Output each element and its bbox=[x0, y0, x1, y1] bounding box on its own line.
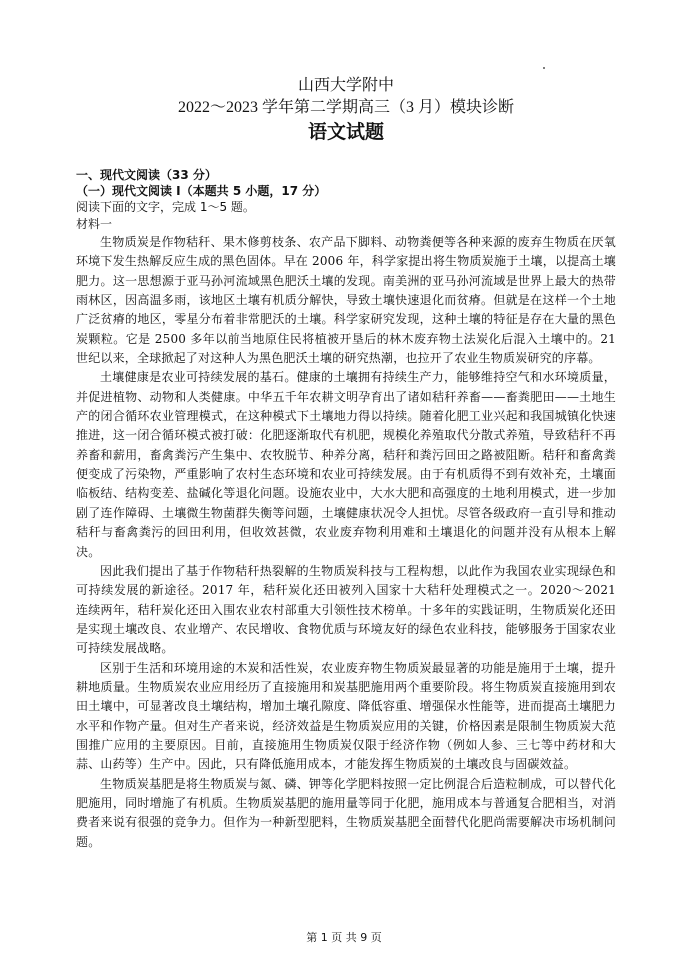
school-name: 山西大学附中 bbox=[297, 77, 394, 94]
paragraph: 因此我们提出了基于作物秸秆热裂解的生物质炭科技与工程构想，以此作为我国农业实现绿色和可持续发展的新途径。2017 年，秸秆炭化还田被列入国家十大秸秆处理模式之一。2020～2021 连续两年，秸秆炭化还田入围农业农村部重大引领性技术榜单。十多年的实践证明，生物质炭化还田是实现土壤改良、农业增产、农民增收、食物优质与环境友好的绿色农业科技，能够服务于国家农业可持续发展战略。 bbox=[76, 563, 616, 656]
paragraph: 区别于生活和环境用途的木炭和活性炭，农业废弃物生物质炭最显著的功能是施用于土壤，提升耕地质量。生物质炭农业应用经历了直接施用和炭基肥施用两个重要阶段。将生物质炭直接施用到农田土壤中，可显著改良土壤结构，增加土壤孔隙度、降低容重、增强保水性能等，进而提高土壤肥力水平和作物产量。但对生产者来说，经济效益是生物质炭应用的关键，价格因素是限制生物质炭大范围推广应用的主要原因。目前，直接施用生物质炭仅限于经济作物（例如人参、三七等中药材和大蒜、山药等）生产中。因此，只有降低施用成本，才能发挥生物质炭的土壤改良与固碳效益。 bbox=[76, 660, 616, 772]
subsection-heading: （一）现代文阅读 I（本题共 5 小题，17 分） bbox=[76, 184, 327, 198]
paragraph: 土壤健康是农业可持续发展的基石。健康的土壤拥有持续生产力，能够维持空气和水环境质量，并促进植物、动物和人类健康。中华五千年农耕文明孕育出了诸如秸秆养畜——畜粪肥田——土地生产的闭合循环农业管理模式，在这种模式下土壤地力得以持续。随着化肥工业兴起和我国城镇化快速推进，这一闭合循环模式被打破：化肥逐渐取代有机肥，规模化养殖取代分散式养殖，导致秸秆不再养畜和薪用，畜禽粪污产生集中、农牧脱节、种养分离，秸秆和粪污回田之路被阻断。秸秆和畜禽粪便变成了污染物，严重影响了农村生态环境和农业可持续发展。由于有机质得不到有效补充，土壤面临板结、结构变差、盐碱化等退化问题。设施农业中，大水大肥和高强度的土地利用模式，进一步加剧了连作障碍、土壤微生物菌群失衡等问题，土壤健康状况令人担忧。尽管各级政府一直引导和推动秸秆与畜禽粪污的回田利用，但收效甚微，农业废弃物利用难和土壤退化的问题并没有从根本上解决。 bbox=[76, 370, 616, 559]
reading-instruction: 阅读下面的文字，完成 1～5 题。 bbox=[76, 200, 255, 214]
subject-title: 语文试题 bbox=[307, 121, 384, 143]
paragraph: 生物质炭基肥是将生物质炭与氮、磷、钾等化学肥料按照一定比例混合后造粒制成，可以替代化肥施用，同时增施了有机质。生物质炭基肥的施用量等同于化肥，施用成本与普通复合肥相当，对消费者来说有很强的竞争力。但作为一种新型肥料，生物质炭基肥全面替代化肥尚需要解决市场机制问题。 bbox=[76, 776, 616, 849]
page-content bbox=[76, 68, 616, 852]
paragraph: 生物质炭是作物秸秆、果木修剪枝条、农产品下脚料、动物粪便等各种来源的废弃生物质在厌氧环境下发生热解反应生成的黑色固体。早在 2006 年，科学家提出将生物质炭施于土壤，以提高土壤肥力。这一思想源于亚马孙河流域黑色肥沃土壤的发现。南美洲的亚马孙河流域是世界上最大的热带雨林区，因高温多雨，该地区土壤有机质分解快，导致土壤快速退化而贫瘠。但就是在这样一个土地广泛贫瘠的地区，零星分布着非常肥沃的土壤。科学家研究发现，这种土壤的特征是存在大量的黑色炭颗粒。它是 2500 多年以前当地原住民将植被开垦后的林木废弃物土法炭化后混入土壤中的。21 世纪以来，全球掀起了对这种人为黑色肥沃土壤的研究热潮，也拉开了农业生物质炭研究的序幕。 bbox=[76, 235, 616, 366]
exam-title: 2022～2023 学年第二学期高三（3 月）模块诊断 bbox=[177, 99, 514, 116]
page-number: 第 1 页 共 9 页 bbox=[306, 931, 382, 944]
section-heading: 一、现代文阅读（33 分） bbox=[76, 168, 217, 182]
material-label: 材料一 bbox=[76, 217, 113, 231]
